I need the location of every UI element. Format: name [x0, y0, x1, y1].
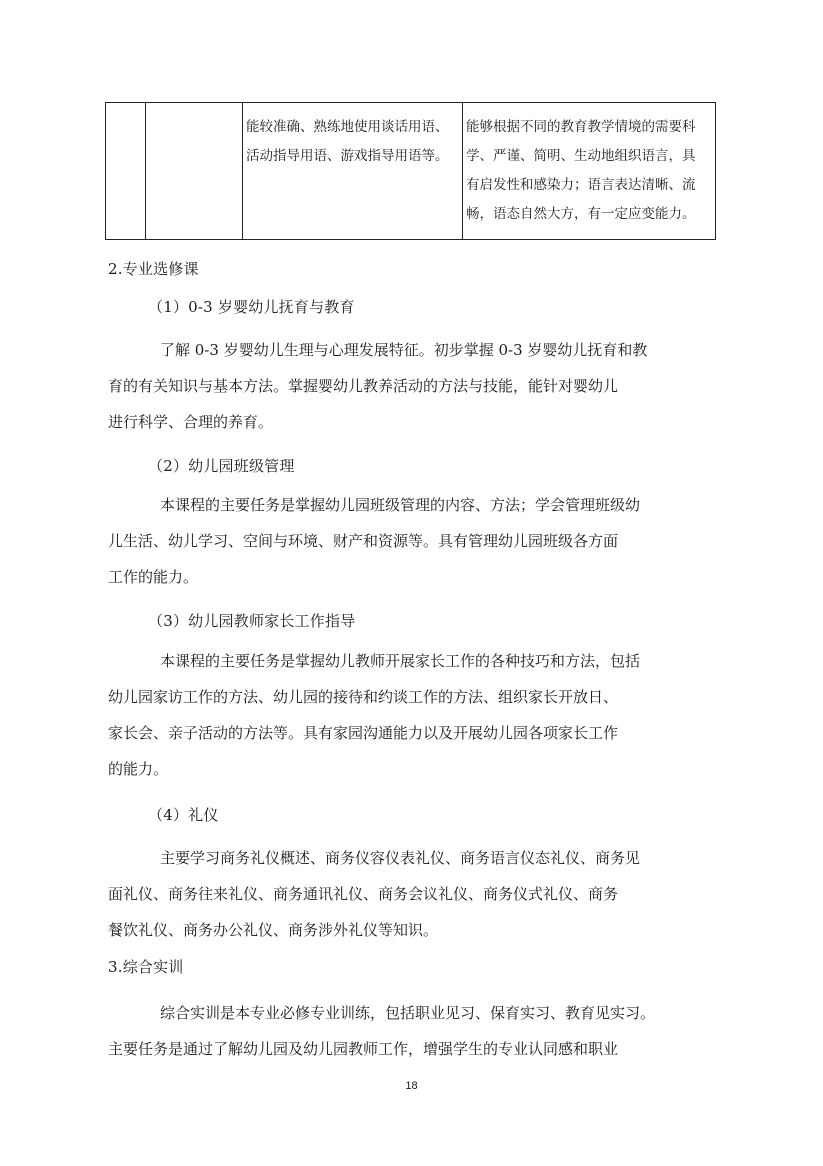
para-line: 餐饮礼仪、商务办公礼仪、商务涉外礼仪等知识。 [108, 921, 439, 939]
cell-line: 活动指导用语、游戏指导用语等。 [246, 148, 449, 164]
course-title-parent-work: （3）幼儿园教师家长工作指导 [148, 612, 356, 630]
para-line: 主要任务是通过了解幼儿园及幼儿园教师工作，增强学生的专业认同感和职业 [108, 1040, 619, 1058]
para-line: 面礼仪、商务往来礼仪、商务通讯礼仪、商务会议礼仪、商务仪式礼仪、商务 [108, 885, 619, 903]
curriculum-table [105, 102, 716, 240]
cell-line: 学、严谨、简明、生动地组织语言，具 [466, 148, 696, 164]
table-row [106, 103, 716, 240]
cell-line: 能较准确、熟练地使用谈话用语、 [246, 119, 449, 135]
para-line: 综合实训是本专业必修专业训练，包括职业见习、保育实习、教育见实习。 [160, 1004, 656, 1022]
section-heading-practical-training: 3.综合实训 [108, 958, 184, 976]
cell-line: 畅，语态自然大方，有一定应变能力。 [466, 206, 696, 222]
practical-training-body [108, 995, 713, 1067]
course-body-class-management [108, 487, 713, 595]
para-line: 家长会、亲子活动的方法等。具有家园沟通能力以及开展幼儿园各项家长工作 [108, 724, 619, 742]
table-cell-requirement [463, 103, 716, 240]
para-line: 了解 0-3 岁婴幼儿生理与心理发展特征。初步掌握 0-3 岁婴幼儿抚育和教 [160, 341, 648, 359]
table-cell-skill [243, 103, 463, 240]
course-title-infant-care: （1）0-3 岁婴幼儿抚育与教育 [148, 298, 355, 316]
para-line: 幼儿园家访工作的方法、幼儿园的接待和约谈工作的方法、组织家长开放日、 [108, 688, 619, 706]
course-title-etiquette: （4）礼仪 [148, 806, 219, 824]
course-body-infant-care [108, 332, 713, 440]
para-line: 本课程的主要任务是掌握幼儿园班级管理的内容、方法；学会管理班级幼 [160, 496, 641, 514]
table-cell-empty-1 [106, 103, 146, 240]
para-line: 育的有关知识与基本方法。掌握婴幼儿教养活动的方法与技能，能针对婴幼儿 [108, 377, 619, 395]
para-line: 的能力。 [108, 760, 169, 778]
course-body-parent-work [108, 643, 713, 787]
cell-line: 能够根据不同的教育教学情境的需要科 [466, 119, 696, 135]
course-body-etiquette [108, 840, 713, 948]
para-line: 儿生活、幼儿学习、空间与环境、财产和资源等。具有管理幼儿园班级各方面 [108, 532, 619, 550]
table-cell-empty-2 [146, 103, 243, 240]
course-title-class-management: （2）幼儿园班级管理 [148, 457, 295, 475]
cell-line: 有启发性和感染力；语言表达清晰、流 [466, 177, 696, 193]
page-number: 18 [405, 1080, 418, 1092]
para-line: 主要学习商务礼仪概述、商务仪容仪表礼仪、商务语言仪态礼仪、商务见 [160, 849, 641, 867]
para-line: 进行科学、合理的养育。 [108, 413, 274, 431]
section-heading-electives: 2.专业选修课 [108, 260, 199, 278]
para-line: 工作的能力。 [108, 568, 199, 586]
para-line: 本课程的主要任务是掌握幼儿教师开展家长工作的各种技巧和方法，包括 [160, 652, 641, 670]
